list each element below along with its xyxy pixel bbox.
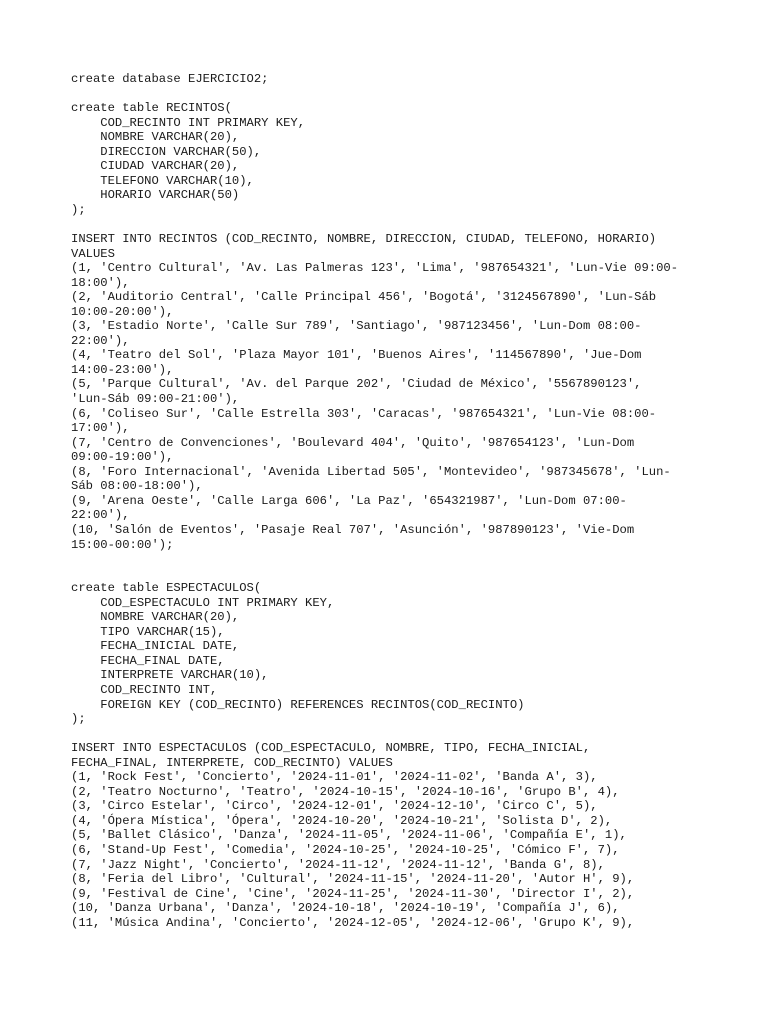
code-line: (4, 'Ópera Mística', 'Ópera', '2024-10-20', '2024-10-21', 'Solista D', 2),	[71, 813, 613, 828]
code-line: (8, 'Foro Internacional', 'Avenida Libertad 505', 'Montevideo', '987345678', 'Lun-	[71, 464, 671, 479]
code-line: COD_ESPECTACULO INT PRIMARY KEY,	[71, 595, 335, 610]
code-line: );	[71, 202, 86, 217]
code-line: HORARIO VARCHAR(50)	[71, 188, 240, 203]
code-line: INSERT INTO ESPECTACULOS (COD_ESPECTACULO, NOMBRE, TIPO, FECHA_INICIAL,	[71, 741, 591, 756]
code-line: create table RECINTOS(	[71, 101, 232, 116]
statement-create-table-espectaculos	[71, 581, 728, 726]
code-line: (1, 'Centro Cultural', 'Av. Las Palmeras 123', 'Lima', '987654321', 'Lun-Vie 09:00-	[71, 261, 679, 276]
code-line: Sáb 08:00-18:00'),	[71, 479, 203, 494]
code-line: (2, 'Auditorio Central', 'Calle Principal 456', 'Bogotá', '3124567890', 'Lun-Sáb	[71, 290, 657, 305]
statement-insert-recintos	[71, 232, 728, 552]
code-line: INTERPRETE VARCHAR(10),	[71, 668, 269, 683]
code-line: (3, 'Estadio Norte', 'Calle Sur 789', 'Santiago', '987123456', 'Lun-Dom 08:00-	[71, 319, 642, 334]
code-line: FECHA_INICIAL DATE,	[71, 639, 240, 654]
code-line: );	[71, 712, 86, 727]
code-line: create table ESPECTACULOS(	[71, 581, 262, 596]
code-line: 22:00'),	[71, 333, 130, 348]
code-line: (2, 'Teatro Nocturno', 'Teatro', '2024-10-15', '2024-10-16', 'Grupo B', 4),	[71, 784, 620, 799]
code-line: 17:00'),	[71, 421, 130, 436]
blank-lines	[71, 552, 728, 581]
code-line: FECHA_FINAL DATE,	[71, 653, 225, 668]
code-line: CIUDAD VARCHAR(20),	[71, 159, 240, 174]
code-line: NOMBRE VARCHAR(20),	[71, 610, 240, 625]
statement-create-table-recintos	[71, 101, 728, 217]
code-line: (8, 'Feria del Libro', 'Cultural', '2024-11-15', '2024-11-20', 'Autor H', 9),	[71, 872, 635, 887]
code-line: (6, 'Stand-Up Fest', 'Comedia', '2024-10-25', '2024-10-25', 'Cómico F', 7),	[71, 842, 620, 857]
code-line: TIPO VARCHAR(15),	[71, 624, 225, 639]
code-line: (4, 'Teatro del Sol', 'Plaza Mayor 101', 'Buenos Aires', '114567890', 'Jue-Dom	[71, 348, 642, 363]
code-line: (1, 'Rock Fest', 'Concierto', '2024-11-01', '2024-11-02', 'Banda A', 3),	[71, 770, 598, 785]
code-line: (5, 'Parque Cultural', 'Av. del Parque 202', 'Ciudad de México', '5567890123',	[71, 377, 642, 392]
code-line: (9, 'Festival de Cine', 'Cine', '2024-11-25', '2024-11-30', 'Director I', 2),	[71, 886, 635, 901]
blank-line	[71, 87, 728, 102]
code-line: FECHA_FINAL, INTERPRETE, COD_RECINTO) VALUES	[71, 755, 393, 770]
code-line: (9, 'Arena Oeste', 'Calle Larga 606', 'La Paz', '654321987', 'Lun-Dom 07:00-	[71, 493, 627, 508]
code-line: COD_RECINTO INT,	[71, 682, 218, 697]
code-line: (5, 'Ballet Clásico', 'Danza', '2024-11-05', '2024-11-06', 'Compañía E', 1),	[71, 828, 627, 843]
statement-insert-espectaculos	[71, 741, 728, 930]
blank-line	[71, 727, 728, 742]
code-line: COD_RECINTO INT PRIMARY KEY,	[71, 115, 306, 130]
code-line: 18:00'),	[71, 275, 130, 290]
code-line: INSERT INTO RECINTOS (COD_RECINTO, NOMBRE, DIRECCION, CIUDAD, TELEFONO, HORARIO)	[71, 232, 657, 247]
code-line: (10, 'Salón de Eventos', 'Pasaje Real 707', 'Asunción', '987890123', 'Vie-Dom	[71, 522, 635, 537]
code-line: create database EJERCICIO2;	[71, 72, 269, 86]
code-line: (10, 'Danza Urbana', 'Danza', '2024-10-18', '2024-10-19', 'Compañía J', 6),	[71, 901, 620, 916]
code-line: 'Lun-Sáb 09:00-21:00'),	[71, 392, 240, 407]
sql-document	[71, 72, 728, 930]
code-line: NOMBRE VARCHAR(20),	[71, 130, 240, 145]
code-line: 10:00-20:00'),	[71, 304, 174, 319]
statement-create-database	[71, 72, 728, 87]
code-line: TELEFONO VARCHAR(10),	[71, 173, 254, 188]
code-line: (6, 'Coliseo Sur', 'Calle Estrella 303', 'Caracas', '987654321', 'Lun-Vie 08:00-	[71, 406, 657, 421]
code-line: (7, 'Jazz Night', 'Concierto', '2024-11-12', '2024-11-12', 'Banda G', 8),	[71, 857, 605, 872]
blank-line	[71, 217, 728, 232]
code-line: (7, 'Centro de Convenciones', 'Boulevard 404', 'Quito', '987654123', 'Lun-Dom	[71, 435, 635, 450]
code-line: DIRECCION VARCHAR(50),	[71, 144, 262, 159]
code-line: 15:00-00:00');	[71, 537, 174, 552]
code-line: 14:00-23:00'),	[71, 362, 174, 377]
code-line: VALUES	[71, 246, 115, 261]
code-line: 09:00-19:00'),	[71, 450, 174, 465]
code-line: (11, 'Música Andina', 'Concierto', '2024-12-05', '2024-12-06', 'Grupo K', 9),	[71, 915, 635, 930]
code-line: 22:00'),	[71, 508, 130, 523]
code-line: (3, 'Circo Estelar', 'Circo', '2024-12-01', '2024-12-10', 'Circo C', 5),	[71, 799, 598, 814]
code-line: FOREIGN KEY (COD_RECINTO) REFERENCES RECINTOS(COD_RECINTO)	[71, 697, 525, 712]
